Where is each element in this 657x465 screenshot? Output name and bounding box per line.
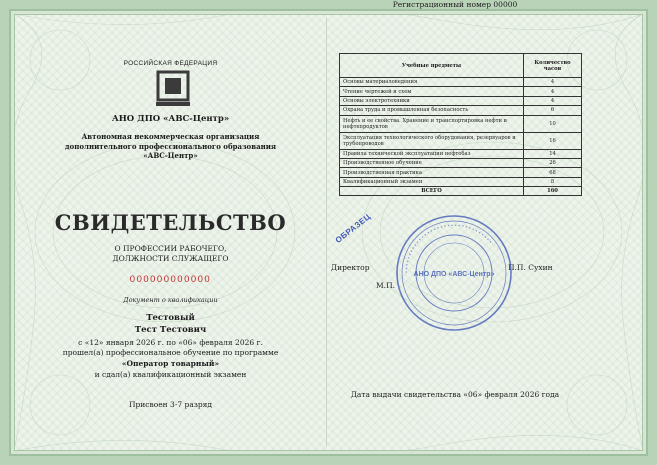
subject-name: Основы материаловедения	[340, 78, 524, 87]
subject-hours: 6	[524, 106, 582, 115]
table-total-row	[340, 187, 582, 196]
abc-center-logo-icon	[156, 70, 190, 110]
document-kind: Документ о квалификации	[123, 296, 218, 304]
header-subject: Учебные предметы	[340, 54, 524, 78]
subject-name: Правила технической эксплуатации нефтебаз	[340, 149, 524, 158]
document-number: 000000000000	[129, 274, 212, 285]
header-hours: Количество часов	[524, 54, 582, 78]
subjects-body	[340, 78, 582, 187]
sample-stamp: ОБРАЗЕЦ	[333, 212, 373, 245]
subject-name: Основы электротехники	[340, 96, 524, 105]
subject-name: Нефть и ее свойства. Хранение и транспортировка нефти и нефтепродуктов	[340, 115, 524, 132]
subject-hours: 10	[524, 115, 582, 132]
table-row	[340, 87, 582, 96]
table-row	[340, 168, 582, 177]
subject-name: Охрана труда и промышленная безопасность	[340, 106, 524, 115]
document-subtitle: О ПРОФЕССИИ РАБОЧЕГО, ДОЛЖНОСТИ СЛУЖАЩЕГО	[112, 244, 229, 263]
subject-hours: 4	[524, 78, 582, 87]
study-period: с «12» января 2026 г. по «06» февраля 2026 г.	[78, 338, 263, 347]
org-short-name: АНО ДПО «АВС-Центр»	[111, 114, 230, 124]
exam-line: и сдал(а) квалификационный экзамен	[94, 370, 247, 379]
table-row	[340, 78, 582, 87]
total-hours: 160	[524, 187, 582, 196]
subjects-table	[339, 53, 582, 196]
left-page	[18, 18, 323, 448]
country-label: РОССИЙСКАЯ ФЕДЕРАЦИЯ	[123, 60, 218, 67]
seal-place-label: М.П.	[376, 281, 395, 290]
table-row	[340, 96, 582, 105]
subject-hours: 4	[524, 96, 582, 105]
subject-hours: 8	[524, 177, 582, 186]
subject-name: Производственная практика	[340, 168, 524, 177]
subject-hours: 4	[524, 87, 582, 96]
subject-hours: 68	[524, 168, 582, 177]
assigned-rank: Присвоен 3-7 разряд	[128, 400, 213, 409]
subject-name: Эксплуатация технологического оборудования, резервуаров и трубопроводов	[340, 132, 524, 149]
org-full-name: Автономная некоммерческая организация дополнительного профессионального образования «АВС-Центр»	[64, 132, 277, 160]
subject-name: Квалификационный экзамен	[340, 177, 524, 186]
subject-hours: 16	[524, 132, 582, 149]
program-line: прошел(а) профессиональное обучение по программе	[62, 348, 279, 357]
table-row	[340, 149, 582, 158]
seal-center-text: АНО ДПО «АВС-Центр»	[413, 271, 495, 278]
table-header-row	[340, 54, 582, 78]
subject-name: Чтение чертежей и схем	[340, 87, 524, 96]
table-row	[340, 158, 582, 167]
round-seal-icon	[393, 212, 515, 334]
subject-hours: 14	[524, 149, 582, 158]
page-fold	[326, 18, 327, 446]
document-title: СВИДЕТЕЛЬСТВО	[54, 210, 287, 235]
svg-text:• • • • • • • • • • • • • • •: • • • • • • • • • • • • • • • • • • • • • • • • • • • • • • • • •	[403, 222, 493, 274]
director-name: П.П. Сухин	[508, 263, 553, 272]
subject-hours: 26	[524, 158, 582, 167]
holder-name: Тест Тестович	[134, 325, 207, 335]
table-row	[340, 132, 582, 149]
director-label: Директор	[331, 263, 370, 272]
table-row	[340, 106, 582, 115]
subject-name: Производственное обучение	[340, 158, 524, 167]
table-row	[340, 115, 582, 132]
total-label: ВСЕГО	[340, 187, 524, 196]
registration-number: Регистрационный номер 00000	[392, 0, 518, 9]
table-row	[340, 177, 582, 186]
program-name: «Оператор товарный»	[121, 359, 220, 368]
holder-surname: Тестовый	[146, 313, 195, 323]
issue-date: Дата выдачи свидетельства «06» февраля 2026 года	[350, 390, 560, 399]
